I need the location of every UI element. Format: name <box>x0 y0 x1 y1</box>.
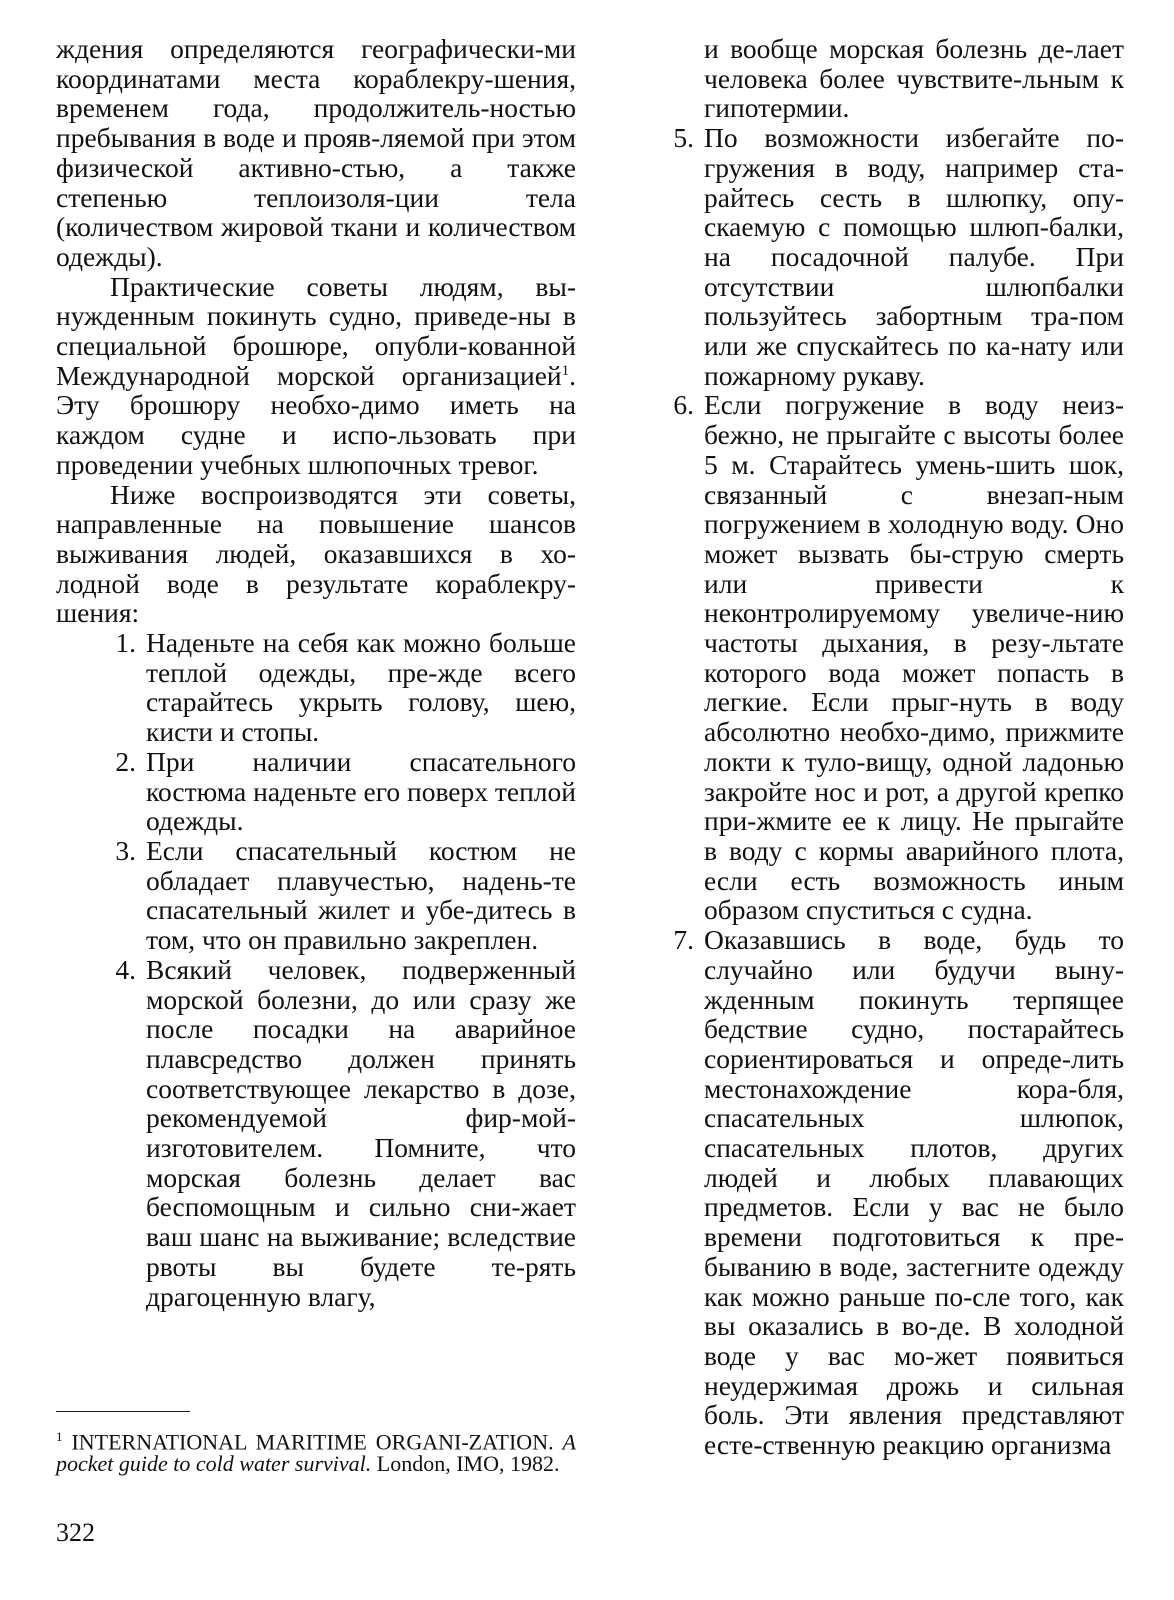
item-text: При наличии спасательного костюма наденьте его поверх теплой одежды. <box>146 745 576 837</box>
list-item <box>115 953 576 1312</box>
list-item-continuation: и вообще морская болезнь де-лает человека более чувствите-льным к гипотермии. <box>704 33 1124 124</box>
footnote <box>56 1426 576 1475</box>
list-item <box>115 745 576 837</box>
list-item <box>673 924 1124 1461</box>
paragraph-3: Ниже воспроизводятся эти советы, направленные на повышение шансов выживания людей, оказавшихся в хо-лодной воде в результате кораблекру-шения: <box>56 478 576 629</box>
item-text: Если спасательный костюм не обладает плавучестью, надень-те спасательный жилет и убе-дитесь в том, что он правильно закреплен. <box>146 834 576 956</box>
advice-list-right <box>664 34 1124 1460</box>
item-number: 4. <box>115 953 136 985</box>
footnote-divider <box>56 1411 190 1412</box>
footnote-title: A pocket guide to cold water survival. <box>56 1429 576 1477</box>
item-number: 6. <box>673 389 694 421</box>
page-number: 322 <box>56 1518 95 1547</box>
item-text: По возможности избегайте по-гружения в воду, например ста-райтесь сесть в шлюпку, опу-скаемую с помощью шлюп-балки, на посадочной палубе. При отсутствии шлюпбалки пользуйтесь забортным тра-пом или же спускайтесь по ка-нату или пожарному рукаву. <box>704 122 1124 391</box>
item-text: Всякий человек, подверженный морской болезни, до или сразу же после посадки на аварийное плавсредство должен принять соответствующее лекарство в дозе, рекомендуемой фир-мой-изготовителем. Помните, что морская болезнь делает вас беспомощным и сильно сни-жает ваш шанс на выживание; вследствие рвоты вы будете те-рять драгоценную влагу, <box>146 953 576 1312</box>
left-column <box>56 34 576 1311</box>
item-number: 2. <box>115 745 136 777</box>
footnote-marker: 1 <box>561 362 570 379</box>
item-text: Если погружение в воду неиз-бежно, не прыгайте с высоты более 5 м. Старайтесь умень-шить шок, связанный с внезап-ным погружением в холодную воду. Оно может вызвать бы-струю смерть или привести к неконтролируемому увеличе-нию частоты дыхания, в резу-льтате которого вода может попасть в легкие. Если прыг-нуть в воду абсолютно необхо-димо, прижмите локти к туло-вищу, одной ладонью закройте нос и рот, а другой крепко при-жмите ее к лицу. Не прыгайте в воду с кормы аварийного плота, если есть возможность иным образом спуститься с судна. <box>704 389 1124 926</box>
list-item <box>115 834 576 956</box>
item-number: 3. <box>115 834 136 866</box>
footnote-org: INTERNATIONAL MARITIME ORGANI-ZATION. <box>71 1429 554 1455</box>
paragraph-1: ждения определяются географически-ми координатами места кораблекру-шения, временем года, продолжитель-ностью пребывания в воде и прояв-ляемой при этом физической активно-стью, а также степенью теплоизоля-ции тела (количеством жировой ткани и количеством одежды). <box>56 33 576 272</box>
list-item <box>673 122 1124 391</box>
paragraph-2 <box>56 272 576 480</box>
footnote-publisher: London, IMO, 1982. <box>376 1451 560 1477</box>
right-column <box>664 34 1124 1460</box>
list-item <box>673 389 1124 926</box>
item-number: 5. <box>673 122 694 154</box>
item-number: 1. <box>115 627 136 659</box>
paragraph-2-before: Практические советы людям, вы-нужденным покинуть судно, приведе-ны в специальной брошюре, опубли-кованной Международной морской организацией <box>56 270 576 391</box>
item-text: Наденьте на себя как можно больше теплой одежды, пре-жде всего старайтесь укрыть голову, шею, кисти и стопы. <box>146 627 576 748</box>
item-text: Оказавшись в воде, будь то случайно или будучи выну-жденным покинуть терпящее бедствие судно, постарайтесь сориентироваться и опреде-лить местонахождение кора-бля, спасательных шлюпок, спасательных плотов, других людей и любых плавающих предметов. Если у вас не было времени подготовиться к пре-быванию в воде, застегните одежду как можно раньше по-сле того, как вы оказались в во-де. В холодной воде у вас мо-жет появиться неудержимая дрожь и сильная боль. Эти явления представляют есте-ственную реакцию организма <box>704 924 1124 1461</box>
advice-list-left <box>56 628 576 1311</box>
item-number: 7. <box>673 924 694 956</box>
paragraph-2-after: . Эту брошюру необхо-димо иметь на каждом судне и испо-льзовать при проведении учебных шлюпочных тревог. <box>56 359 576 480</box>
list-item <box>115 627 576 748</box>
footnote-number: 1 <box>56 1429 63 1444</box>
